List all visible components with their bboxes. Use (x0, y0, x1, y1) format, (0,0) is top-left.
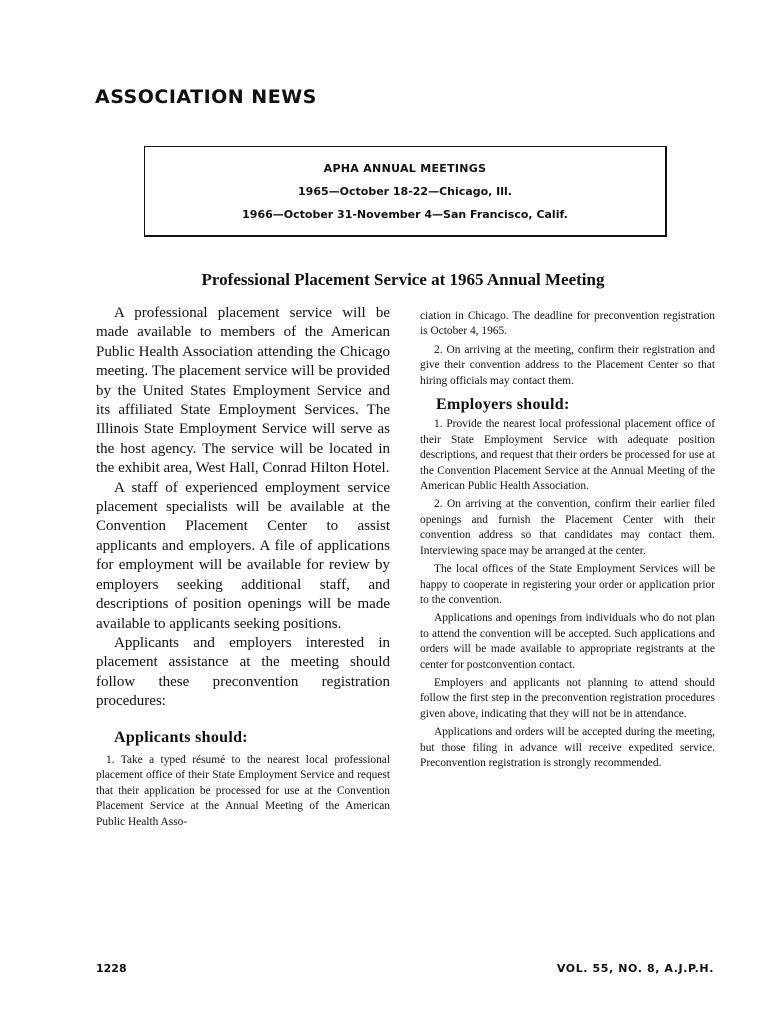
paragraph: Applications and openings from individuals who do not plan to attend the convention will be accepted. Such applications and orders will be made available to appropriate registrants at the center for postconvention contact. (420, 612, 715, 671)
applicants-item-2: 2. On arriving at the meeting, confirm their registration and give their convention address to the Placement Center so that hiring officials may contact them. (420, 343, 715, 387)
section-title: ASSOCIATION NEWS (95, 86, 317, 108)
paragraph: Applications and orders will be accepted during the meeting, but those filing in advance will receive expedited service. Preconvention registration is strongly recommended. (420, 726, 715, 769)
paragraph: A professional placement service will be made available to members of the American Public Health Association attending the Chicago meeting. The placement service will be provided by the United States Employment Service and its affiliated State Employment Services. The Illinois State Employment Service will serve as the host agency. The service will be located in the exhibit area, West Hall, Conrad Hilton Hotel. (96, 305, 390, 477)
applicants-heading: Applicants should: (114, 728, 248, 746)
paragraph: Employers and applicants not planning to attend should follow the first step in the preconvention registration procedures given above, indicating that they will not be in attendance. (420, 676, 715, 720)
paragraph: A staff of experienced employment service placement specialists will be available at the Convention Placement Center to assist applicants and employers. A file of applications for employment will be available for review by employers seeking additional staff, and descriptions of position openings will be made available to applicants seeking positions. (96, 479, 390, 632)
meetings-box-title: APHA ANNUAL MEETINGS (323, 162, 487, 175)
article-title: Professional Placement Service at 1965 Annual Meeting (201, 270, 605, 289)
meeting-1966: 1966—October 31-November 4—San Francisco, Calif. (242, 208, 568, 221)
page-number: 1228 (96, 962, 127, 975)
paragraph: Applicants and employers interested in placement assistance at the meeting should follow these preconvention registration procedures: (96, 634, 390, 710)
employers-item-2: 2. On arriving at the convention, confirm their earlier filed openings and furnish the Placement Center with their convention address so that candidates may contact them. Interviewing space may be arranged at the center. (420, 498, 715, 557)
employers-item-1: 1. Provide the nearest local professional placement office of their State Employment Service with adequate position descriptions, and request that their orders be processed for use at the Convention Placement Service at the Annual Meeting of the American Public Health Association. (420, 418, 715, 493)
meetings-box (144, 146, 667, 237)
paragraph: The local offices of the State Employment Services will be happy to cooperate in registering your order or application prior to the convention. (420, 563, 715, 606)
applicants-item-1-continued: ciation in Chicago. The deadline for preconvention registration is October 4, 1965. (420, 310, 715, 338)
left-column (96, 304, 390, 830)
journal-reference: VOL. 55, NO. 8, A.J.P.H. (556, 962, 714, 975)
applicants-item-1: 1. Take a typed résumé to the nearest local professional placement office of their State Employment Service and request that their application be processed for use at the Convention Placement Service at the Annual Meeting of the American Public Health Asso- (96, 753, 390, 828)
right-column (420, 309, 715, 774)
employers-heading: Employers should: (436, 396, 570, 414)
meeting-1965: 1965—October 18-22—Chicago, Ill. (298, 185, 512, 198)
